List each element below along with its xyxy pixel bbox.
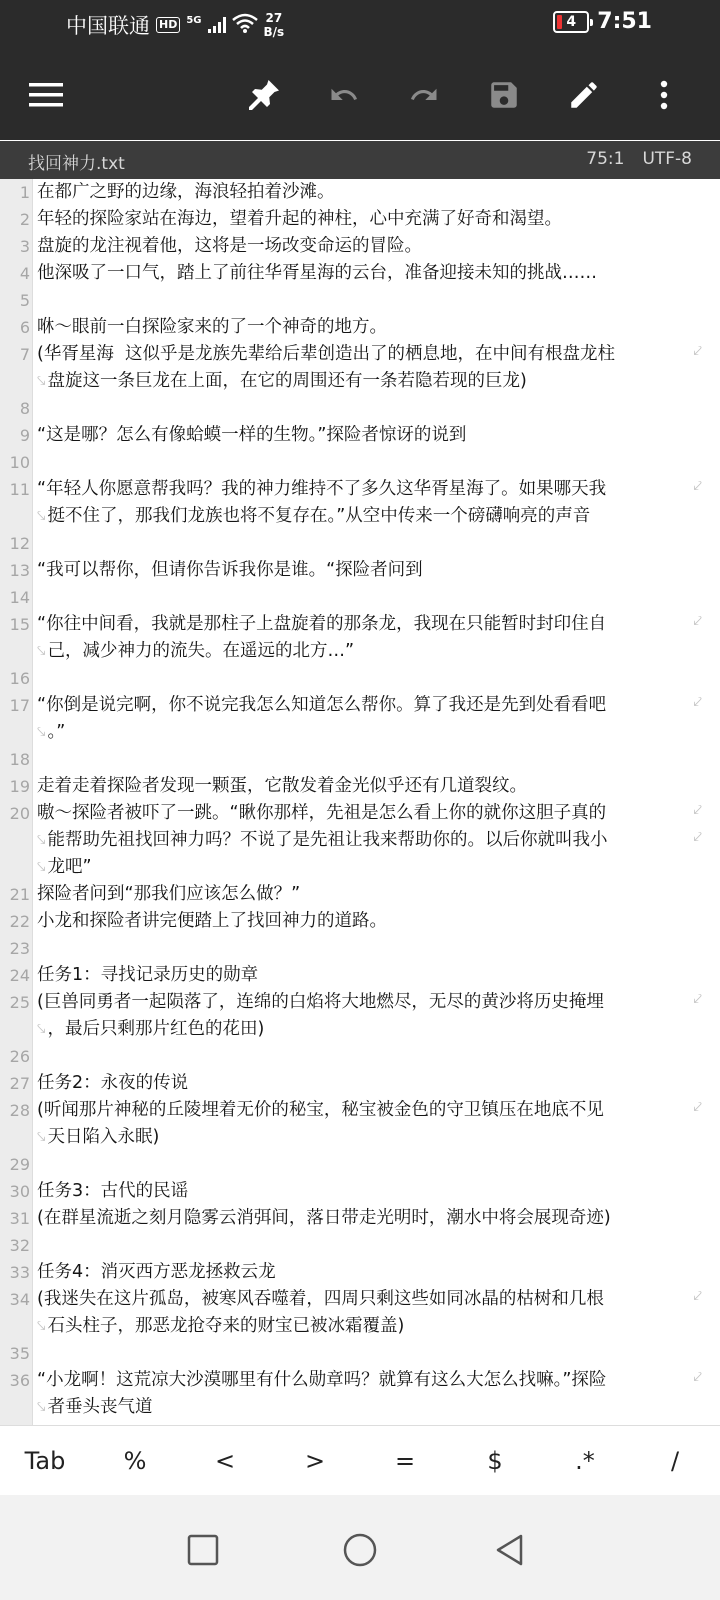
editor-line-continuation[interactable]: [0, 854, 720, 881]
editor-line-continuation[interactable]: [0, 1124, 720, 1151]
line-number: 35: [9, 1344, 30, 1363]
editor-line[interactable]: [0, 692, 720, 719]
text-editor[interactable]: [0, 179, 720, 1425]
net-speed-unit: B/s: [263, 25, 285, 39]
line-number: 17: [9, 696, 30, 715]
wrap-continue-icon: ⤥: [37, 507, 46, 525]
recents-button[interactable]: [178, 1525, 228, 1575]
line-number: [0, 719, 30, 746]
line-number: 9: [19, 426, 30, 445]
toolbar: [0, 50, 720, 140]
line-text: 年轻的探险家站在海边，望着升起的神柱，心中充满了好奇和渴望。: [37, 209, 562, 229]
line-text: 龙吧”: [47, 857, 92, 877]
line-number: 34: [9, 1290, 30, 1309]
editor-line[interactable]: [0, 1340, 720, 1367]
file-meta: [586, 149, 692, 169]
wrap-icon: ⤦: [693, 342, 702, 360]
line-text: 探险者问到“那我们应该怎么做？”: [37, 884, 301, 904]
cursor-position: 75:1: [586, 149, 625, 169]
line-text: “你倒是说完啊，你不说完我怎么知道怎么帮你。算了我还是先到处看看吧: [37, 695, 607, 715]
editor-line[interactable]: [0, 422, 720, 449]
line-number: 8: [19, 399, 30, 418]
wrap-continue-icon: ⤥: [37, 831, 46, 849]
line-text: 嗷～探险者被吓了一跳。“瞅你那样，先祖是怎么看上你的就你这胆子真的: [37, 803, 607, 823]
battery-label: 4: [566, 13, 577, 30]
key-regex[interactable]: .*: [575, 1446, 595, 1475]
editor-line-continuation[interactable]: [0, 827, 720, 854]
key-equals[interactable]: =: [394, 1446, 416, 1475]
line-text: 己，减少神力的流失。在遥远的北方…”: [47, 641, 355, 661]
editor-line[interactable]: [0, 1232, 720, 1259]
editor-line-continuation[interactable]: [0, 1016, 720, 1043]
line-number: [0, 503, 30, 530]
wifi-icon: [232, 13, 258, 38]
editor-line-continuation[interactable]: [0, 719, 720, 746]
line-text: ，最后只剩那片红色的花田): [47, 1019, 265, 1039]
editor-line[interactable]: [0, 746, 720, 773]
network-type: 5G: [186, 14, 202, 26]
editor-line[interactable]: [0, 908, 720, 935]
line-text: 走着走着探险者发现一颗蛋，它散发着金光似乎还有几道裂纹。: [37, 776, 527, 796]
editor-line[interactable]: [0, 1097, 720, 1124]
wrap-icon: ⤦: [693, 612, 702, 630]
line-text: (我迷失在这片孤岛，被寒风吞噬着，四周只剩这些如同冰晶的枯树和几根: [37, 1289, 604, 1309]
battery-level: [557, 15, 562, 29]
editor-line[interactable]: [0, 881, 720, 908]
line-number: 20: [9, 804, 30, 823]
edit-icon[interactable]: [557, 68, 611, 122]
back-button[interactable]: [485, 1525, 535, 1575]
wrap-icon: ⤦: [693, 1368, 702, 1386]
line-text: 任务1：寻找记录历史的勋章: [37, 965, 259, 985]
line-number: 3: [19, 237, 30, 256]
line-number: 1: [19, 183, 30, 202]
home-button[interactable]: [335, 1525, 385, 1575]
line-number: [0, 827, 30, 854]
editor-lines[interactable]: [0, 179, 720, 1448]
line-text: 能帮助先祖找回神力吗？不说了是先祖让我来帮助你的。以后你就叫我小: [47, 830, 608, 850]
editor-line[interactable]: [0, 530, 720, 557]
file-info-bar: [0, 141, 720, 179]
line-number: 23: [9, 939, 30, 958]
line-number: 18: [9, 750, 30, 769]
line-text: 任务2：永夜的传说: [37, 1073, 189, 1093]
editor-line-continuation[interactable]: [0, 638, 720, 665]
editor-line[interactable]: [0, 1259, 720, 1286]
line-number: [0, 1313, 30, 1340]
line-number: 19: [9, 777, 30, 796]
key-less-than[interactable]: <: [214, 1446, 236, 1475]
editor-line[interactable]: [0, 935, 720, 962]
line-text: 在都广之野的边缘，海浪轻拍着沙滩。: [37, 182, 335, 202]
editor-line[interactable]: [0, 287, 720, 314]
editor-line[interactable]: [0, 557, 720, 584]
signal-icon: [208, 17, 226, 33]
line-number: 13: [9, 561, 30, 580]
line-number: 12: [9, 534, 30, 553]
file-encoding: UTF-8: [642, 149, 692, 169]
key-slash[interactable]: /: [670, 1446, 680, 1475]
line-number: 10: [9, 453, 30, 472]
line-number: 29: [9, 1155, 30, 1174]
line-number: [0, 368, 30, 395]
editor-line[interactable]: [0, 1367, 720, 1394]
editor-line[interactable]: [0, 962, 720, 989]
line-text: (巨兽同勇者一起陨落了，连绵的白焰将大地燃尽，无尽的黄沙将历史掩埋: [37, 992, 604, 1012]
line-text: “我可以帮你，但请你告诉我你是谁。“探险者问到: [37, 560, 423, 580]
editor-line[interactable]: [0, 1178, 720, 1205]
line-text: (听闻那片神秘的丘陵埋着无价的秘宝，秘宝被金色的守卫镇压在地底不见: [37, 1100, 604, 1120]
editor-line[interactable]: [0, 395, 720, 422]
carrier-label: 中国联通: [66, 14, 150, 38]
editor-line[interactable]: [0, 1043, 720, 1070]
battery-icon: [553, 11, 589, 33]
line-text: “小龙啊！这荒凉大沙漠哪里有什么勋章吗？就算有这么大怎么找嘛。”探险: [37, 1370, 607, 1390]
editor-line-continuation[interactable]: [0, 1394, 720, 1421]
line-number: 26: [9, 1047, 30, 1066]
wrap-icon: ⤦: [693, 477, 702, 495]
line-number: 33: [9, 1263, 30, 1282]
line-text: “这是哪？怎么有像蛤蟆一样的生物。”探险者惊讶的说到: [37, 425, 467, 445]
wrap-icon: ⤦: [693, 1287, 702, 1305]
editor-line[interactable]: [0, 179, 720, 206]
line-number: 5: [19, 291, 30, 310]
editor-line[interactable]: [0, 1070, 720, 1097]
line-number: 16: [9, 669, 30, 688]
menu-icon[interactable]: [19, 68, 73, 122]
editor-line[interactable]: [0, 341, 720, 368]
hd-badge: HD: [156, 17, 180, 33]
pin-icon[interactable]: [237, 68, 291, 122]
redo-icon[interactable]: [397, 68, 451, 122]
line-number: 27: [9, 1074, 30, 1093]
line-number: [0, 1124, 30, 1151]
editor-line[interactable]: [0, 611, 720, 638]
wrap-continue-icon: ⤥: [37, 1317, 46, 1335]
clock: 7:51: [597, 9, 652, 34]
wrap-icon: ⤦: [693, 693, 702, 711]
line-number: 11: [9, 480, 30, 499]
line-number: [0, 1016, 30, 1043]
wrap-icon: ⤦: [693, 990, 702, 1008]
editor-line[interactable]: [0, 1205, 720, 1232]
wrap-continue-icon: ⤥: [37, 1128, 46, 1146]
line-text: 任务4：消灭西方恶龙拯救云龙: [37, 1262, 276, 1282]
save-icon[interactable]: [477, 68, 531, 122]
line-number: 14: [9, 588, 30, 607]
editor-line-continuation[interactable]: [0, 1313, 720, 1340]
line-number: 4: [19, 264, 30, 283]
wrap-continue-icon: ⤥: [37, 1020, 46, 1038]
line-number: 6: [19, 318, 30, 337]
line-number: 32: [9, 1236, 30, 1255]
status-bar: [0, 0, 720, 50]
wrap-icon: ⤦: [693, 828, 702, 846]
line-number: [0, 1394, 30, 1421]
net-speed-value: 27: [265, 11, 283, 25]
line-number: 25: [9, 993, 30, 1012]
line-text: 小龙和探险者讲完便踏上了找回神力的道路。: [37, 911, 387, 931]
wrap-icon: ⤦: [693, 1098, 702, 1116]
system-nav-bar: [0, 1495, 720, 1600]
line-text: 者垂头丧气道: [47, 1397, 153, 1417]
key-percent[interactable]: %: [123, 1446, 147, 1475]
editor-line-continuation[interactable]: [0, 503, 720, 530]
wrap-continue-icon: ⤥: [37, 372, 46, 390]
editor-line[interactable]: [0, 260, 720, 287]
line-number: 31: [9, 1209, 30, 1228]
line-number: 30: [9, 1182, 30, 1201]
line-text: 天日陷入永眠): [47, 1127, 160, 1147]
editor-line[interactable]: [0, 1151, 720, 1178]
line-number: 36: [9, 1371, 30, 1390]
more-icon[interactable]: [637, 68, 691, 122]
wrap-continue-icon: ⤥: [37, 723, 46, 741]
key-dollar[interactable]: $: [487, 1446, 503, 1475]
editor-line[interactable]: [0, 584, 720, 611]
wrap-icon: ⤦: [693, 801, 702, 819]
line-number: 21: [9, 885, 30, 904]
line-text: 他深吸了一口气，踏上了前往华胥星海的云台，准备迎接未知的挑战……: [37, 263, 597, 283]
line-text: 任务3：古代的民谣: [37, 1181, 189, 1201]
editor-line[interactable]: [0, 665, 720, 692]
line-text: “你往中间看，我就是那柱子上盘旋着的那条龙，我现在只能暂时封印住自: [37, 614, 607, 634]
file-name: 找回神力.txt: [28, 154, 125, 174]
line-text: 石头柱子，那恶龙抢夺来的财宝已被冰霜覆盖): [47, 1316, 405, 1336]
symbol-key-bar: [0, 1425, 720, 1495]
status-right: [553, 9, 652, 34]
editor-line[interactable]: [0, 314, 720, 341]
editor-line[interactable]: [0, 800, 720, 827]
editor-line[interactable]: [0, 773, 720, 800]
line-number: [0, 638, 30, 665]
line-number: 22: [9, 912, 30, 931]
line-number: 24: [9, 966, 30, 985]
wrap-continue-icon: ⤥: [37, 642, 46, 660]
line-text: 挺不住了，那我们龙族也将不复存在。”从空中传来一个磅礴响亮的声音: [47, 506, 591, 526]
editor-line[interactable]: [0, 449, 720, 476]
status-left: [66, 10, 284, 40]
editor-line[interactable]: [0, 476, 720, 503]
editor-line[interactable]: [0, 206, 720, 233]
key-greater-than[interactable]: >: [304, 1446, 326, 1475]
net-speed: [264, 11, 285, 39]
line-text: 盘旋的龙注视着他，这将是一场改变命运的冒险。: [37, 236, 422, 256]
editor-line[interactable]: [0, 1286, 720, 1313]
wrap-continue-icon: ⤥: [37, 1398, 46, 1416]
editor-line[interactable]: [0, 233, 720, 260]
line-text: (华胥星海 这似乎是龙族先辈给后辈创造出了的栖息地，在中间有根盘龙柱: [37, 344, 615, 364]
line-text: 咻～眼前一白探险家来的了一个神奇的地方。: [37, 317, 387, 337]
line-number: [0, 854, 30, 881]
line-number: 15: [9, 615, 30, 634]
editor-line[interactable]: [0, 989, 720, 1016]
line-text: (在群星流逝之刻月隐雾云消弭间，落日带走光明时，潮水中将会展现奇迹): [37, 1208, 611, 1228]
line-text: 盘旋这一条巨龙在上面，在它的周围还有一条若隐若现的巨龙): [47, 371, 527, 391]
key-tab[interactable]: Tab: [24, 1446, 66, 1475]
line-text: “年轻人你愿意帮我吗？我的神力维持不了多久这华胥星海了。如果哪天我: [37, 479, 607, 499]
undo-icon[interactable]: [317, 68, 371, 122]
line-text: 。”: [47, 722, 66, 742]
editor-line-continuation[interactable]: [0, 368, 720, 395]
line-number: 7: [19, 345, 30, 364]
wrap-continue-icon: ⤥: [37, 858, 46, 876]
line-number: 28: [9, 1101, 30, 1120]
line-number: 2: [19, 210, 30, 229]
